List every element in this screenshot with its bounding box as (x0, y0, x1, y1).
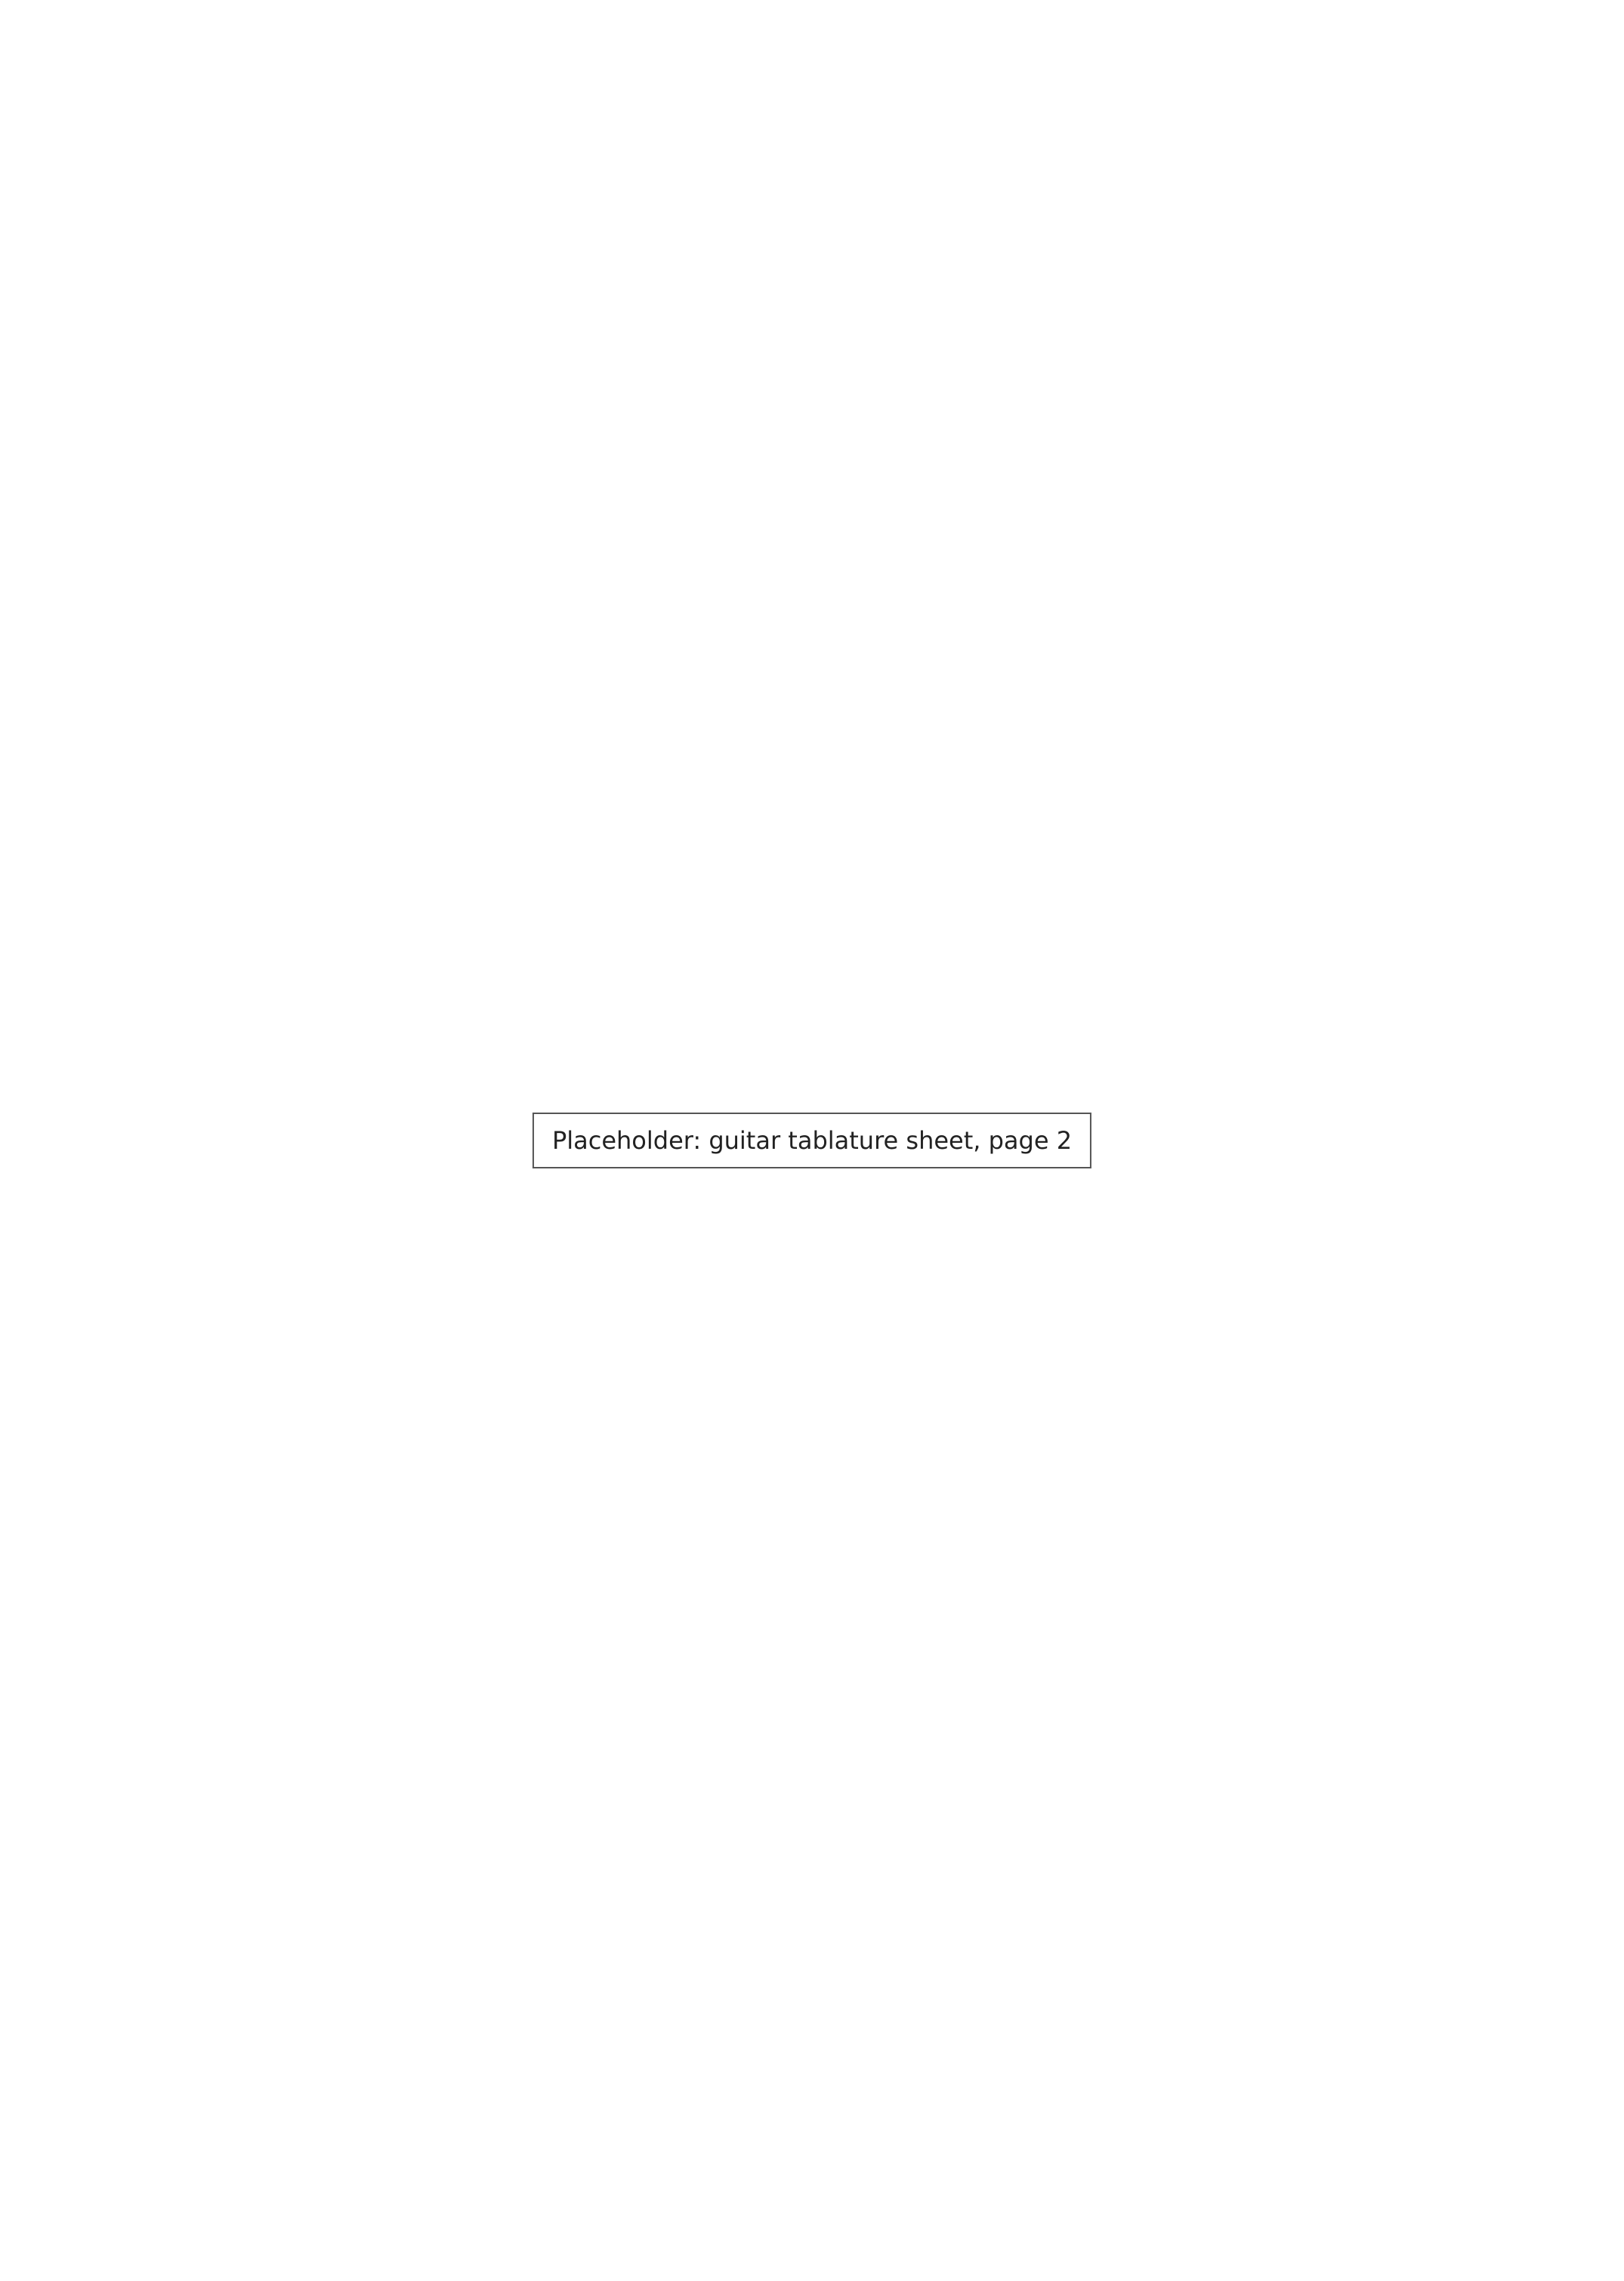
placeholder-note: Placeholder: guitar tablature sheet, page 2 (533, 1113, 1091, 1168)
